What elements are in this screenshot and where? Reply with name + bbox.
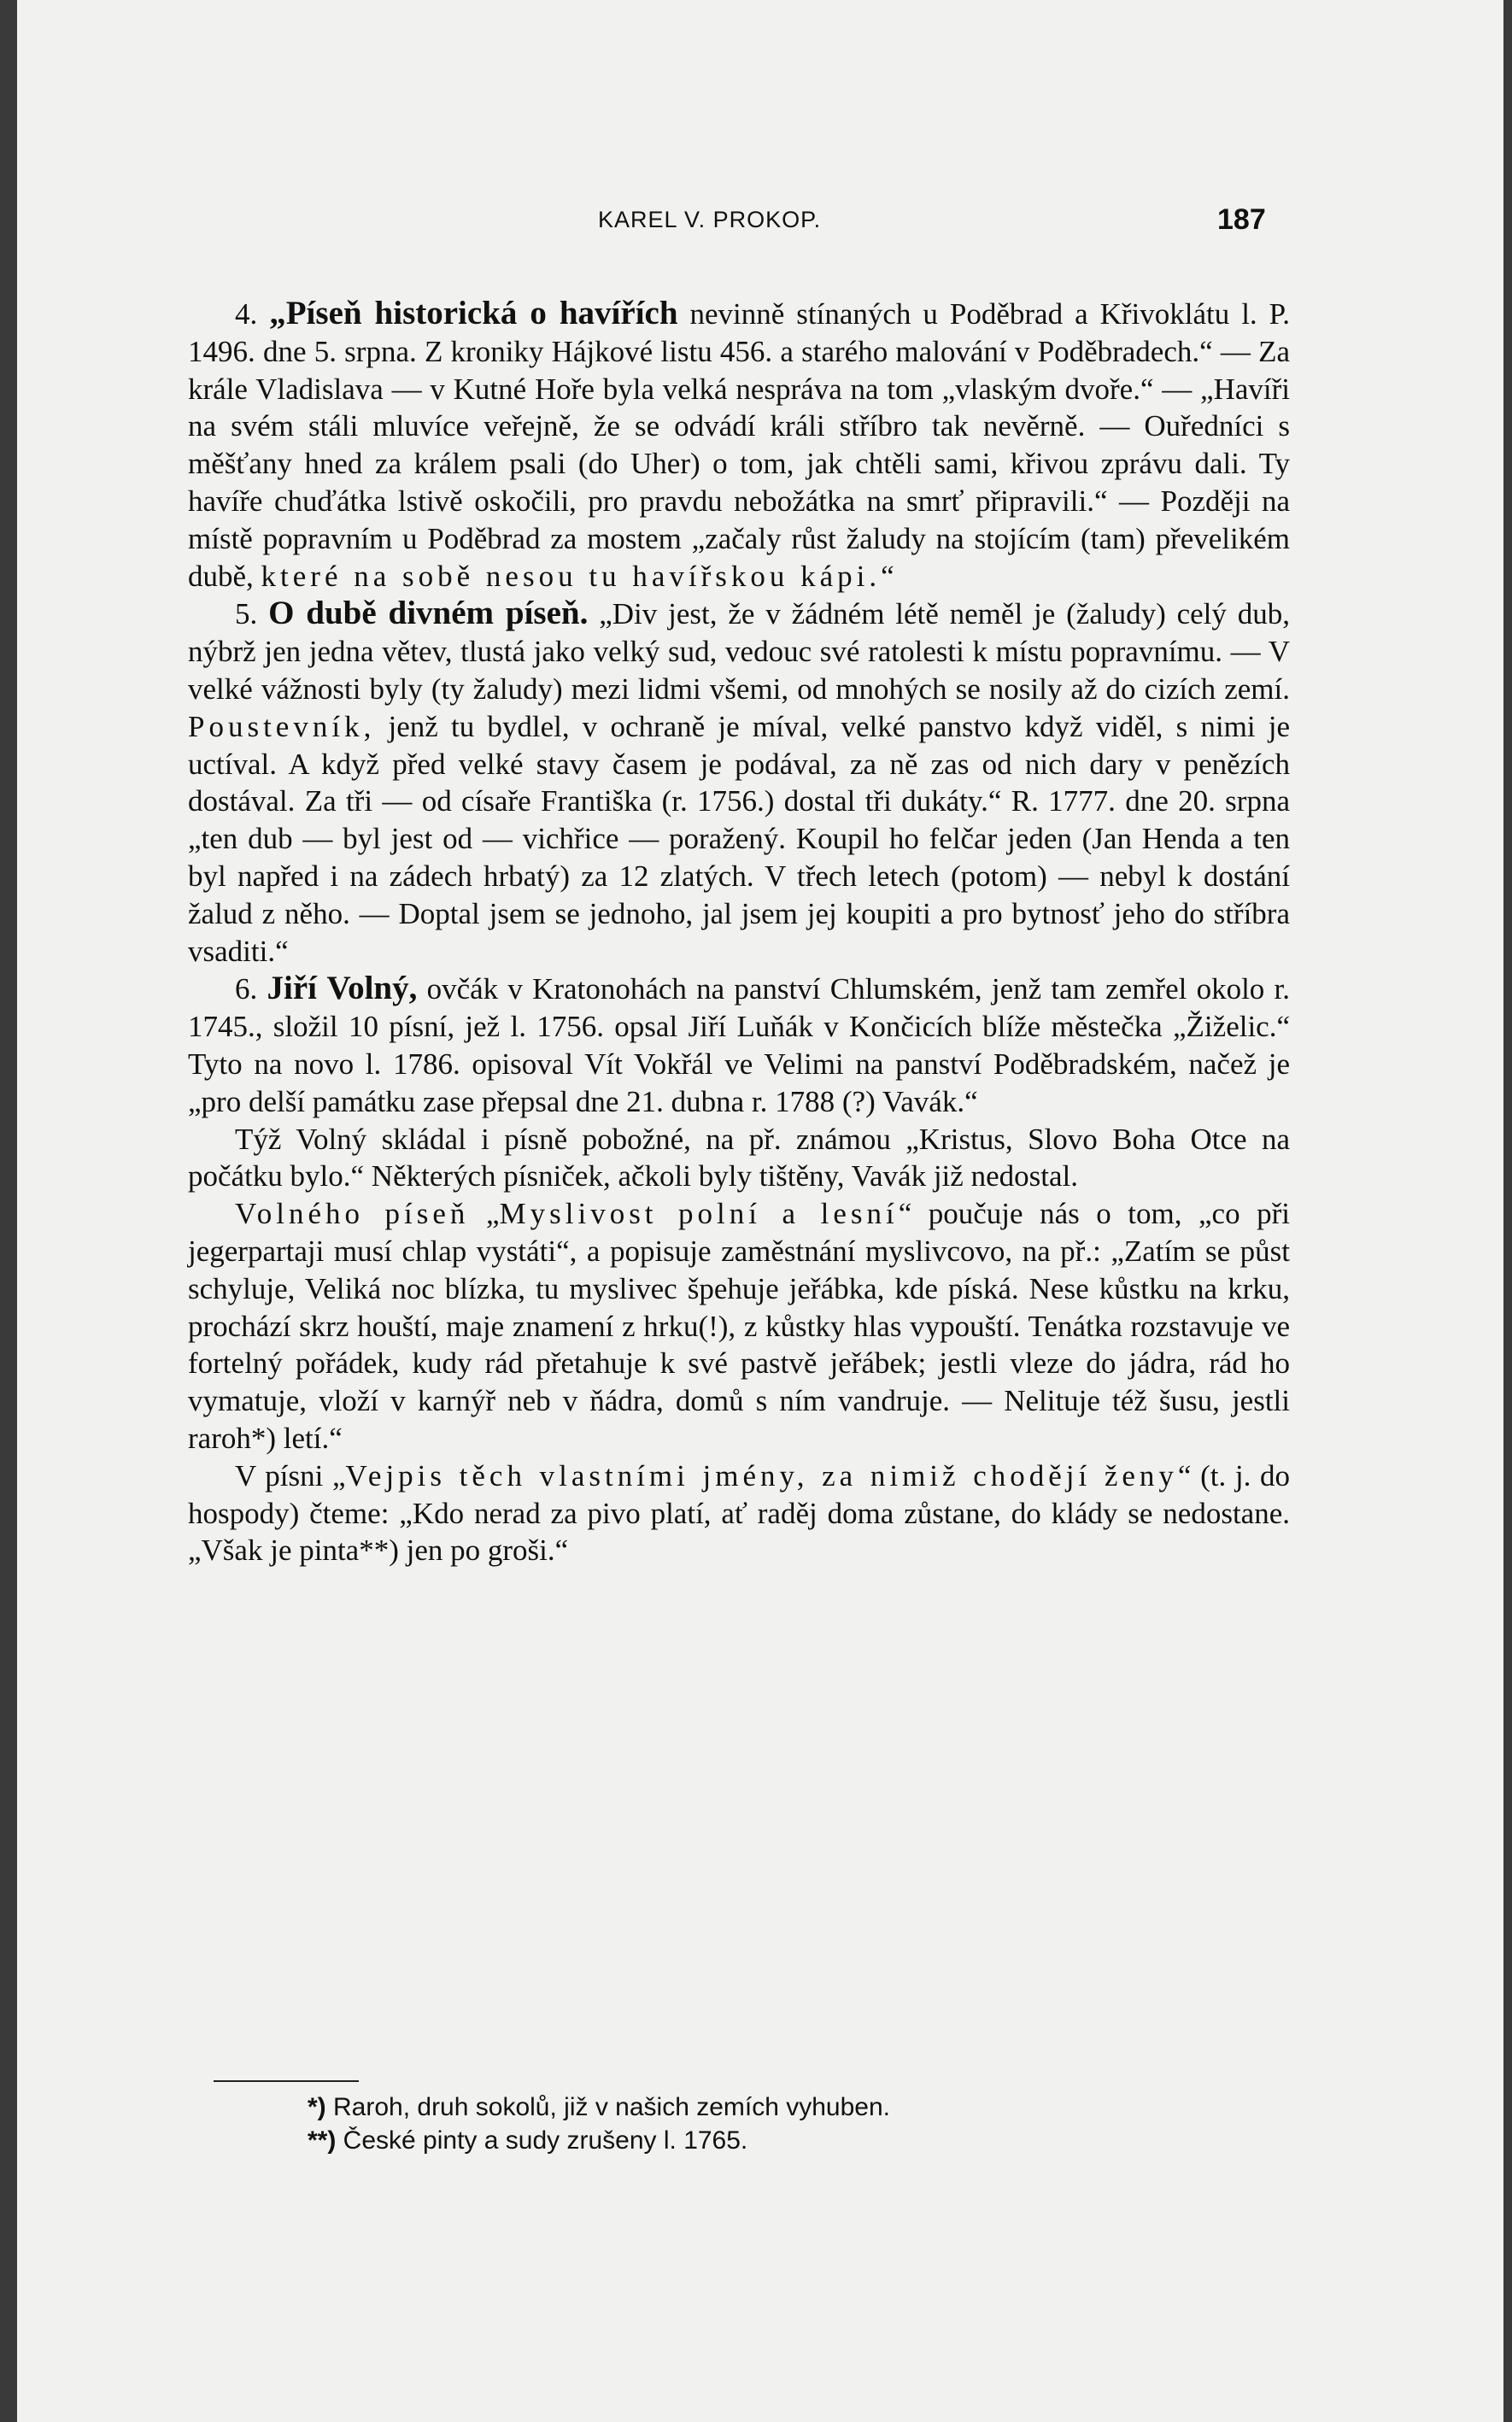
footnote-text: Raroh, druh sokolů, již v našich zemích vyhuben.	[325, 2093, 890, 2121]
song-title: Vejpis těch vlastními jmény, za nimiž chodějí ženy	[345, 1458, 1178, 1492]
paragraph-text: „	[469, 1197, 500, 1231]
paragraph-text: “ (t. j. do hospody) čteme: „Kdo nerad za pivo platí, ať raděj doma zůstane, do klády se nedostane. „Však je pinta**) jen po groši.“	[188, 1458, 1290, 1568]
spaced-text: Volného píseň	[235, 1197, 470, 1231]
paragraph-6	[188, 970, 1290, 1120]
spaced-text: které na sobě nesou tu havířskou kápi.	[261, 559, 882, 593]
page-header	[17, 198, 1503, 249]
book-page	[17, 0, 1503, 2422]
section-heading: „Píseň historická o havířích	[269, 295, 678, 331]
paragraph-text: ovčák v Kratonohách na panství Chlumském, jenž tam zemřel okolo r. 1745., složil 10 písní, jež l. 1756. opsal Jiří Luňák v Končicích blíže městečka „Žiželic.“ Tyto na novo l. 1786. opisoval Vít Vokřál ve Velimi na panství Poděbradském, načež je „pro delší památku zase přepsal dne 21. dubna r. 1788 (?) Vavák.“	[188, 972, 1290, 1118]
paragraph-text: „Div jest, že v žádném létě neměl je (žaludy) celý dub, nýbrž jen jedna větev, tlustá jako velký sud, vedouc své ratolesti k místu popravnímu. — V velké vážnosti byly (ty žaludy) mezi lidmi všemi, od mnohých se nosily až do cizích zemí.	[188, 597, 1290, 706]
section-number: 4.	[235, 297, 270, 331]
footnote-mark: **)	[308, 2126, 337, 2155]
paragraph-text: nevinně stínaných u Poděbrad a Křivoklátu l. P. 1496. dne 5. srpna. Z kroniky Hájkové listu 456. a starého malování v Poděbradech.“ — Za krále Vladislava — v Kutné Hoře byla velká nespráva na tom „vlaským dvoře.“ — „Havíři na svém stáli mluvíce veřejně, že se odvádí králi stříbro tak nevěrně. — Ouředníci s měšťany hned za králem psali (do Uher) o tom, jak chtěli sami, křivou zprávu dali. Ty havíře chuďátka lstivě oskočili, pro pravdu nebožátka na smrť připravili.“ — Později na místě popravním u Poděbrad za mostem „začaly růst žaludy na stojícím (tam) převelikém dubě,	[188, 297, 1291, 593]
section-number: 6.	[235, 972, 267, 1006]
paragraph-7	[188, 1121, 1290, 1196]
section-number: 5.	[235, 597, 269, 631]
paragraph-text: “	[881, 559, 894, 593]
section-heading: O dubě divném píseň.	[268, 595, 589, 632]
paragraph-9	[188, 1457, 1290, 1569]
footnotes	[188, 2080, 1213, 2157]
footnote-divider	[214, 2080, 359, 2082]
footnote-text: České pinty a sudy zrušeny l. 1765.	[336, 2126, 748, 2155]
page-number: 187	[1217, 203, 1266, 236]
paragraph-text: “ poučuje nás o tom, „co při jegerpartaji musí chlap vystáti“, a popisuje zaměstnání myslivcovo, na př.: „Zatím se půst schyluje, Veliká noc blízka, tu myslivec špehuje jeřábka, kde píská. Nese kůstku na krku, prochází skrz houští, maje znamení z hrku(!), z kůstky hlas vypouští. Tenátka rozstavuje ve fortelný pořádek, kudy rád přetahuje k své pastvě jeřábek; jestli vleze do jádra, rád ho vymatuje, vloží v karnýř neb v ňádra, domů s ním vandruje. — Nelituje též šusu, jestli raroh*) letí.“	[188, 1197, 1290, 1455]
main-text	[188, 295, 1290, 1569]
paragraph-5	[188, 595, 1290, 970]
section-heading: Jiří Volný,	[267, 970, 418, 1007]
song-title: Myslivost polní a lesní	[499, 1197, 899, 1231]
paragraph-8	[188, 1195, 1290, 1457]
paragraph-text: Týž Volný skládal i písně pobožné, na př. známou „Kristus, Slovo Boha Otce na počátku bylo.“ Některých písniček, ačkoli byly tištěny, Vavák již nedostal.	[188, 1122, 1290, 1193]
paragraph-text: V písni „	[235, 1458, 346, 1492]
footnote	[188, 2091, 1213, 2124]
running-head: KAREL V. PROKOP.	[598, 207, 822, 232]
footnote-mark: *)	[308, 2093, 326, 2121]
paragraph-text: jenž tu bydlel, v ochraně je míval, velké panstvo když viděl, s nimi je uctíval. A když před velké stavy časem je podával, za ně zas od nich dary v penězích dostával. Za tři — od císaře Františka (r. 1756.) dostal tři dukáty.“ R. 1777. dne 20. srpna „ten dub — byl jest od — vichřice — poražený. Koupil ho felčar jeden (Jan Henda a ten byl napřed i na zádech hrbatý) za 12 zlatých. V třech letech (potom) — nebyl k dostání žalud z něho. — Doptal jsem se jednoho, jal jsem jej koupiti a pro bytnosť jeho do stříbra vsaditi.“	[188, 709, 1290, 968]
paragraph-4	[188, 295, 1290, 595]
footnote	[188, 2124, 1213, 2157]
spaced-text: Poustevník,	[188, 709, 376, 743]
